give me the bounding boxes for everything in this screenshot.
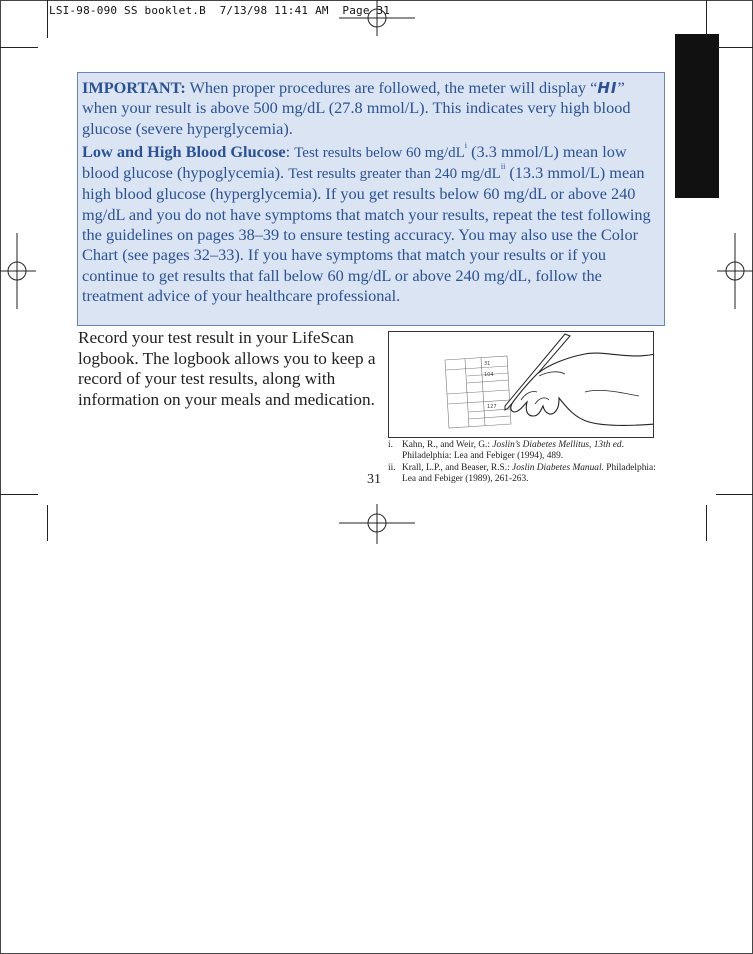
footnote-title: Joslin Diabetes Manual.	[512, 463, 604, 474]
important-paragraph	[82, 78, 660, 139]
registration-mark-icon	[339, 0, 415, 36]
crop-mark	[47, 0, 48, 38]
hand-writing-logbook-icon	[389, 332, 654, 438]
crop-mark	[0, 47, 38, 48]
thumb-tab-marker	[675, 34, 719, 198]
footnotes	[388, 440, 668, 486]
low-high-text: Test results below 60 mg/dL	[294, 144, 465, 161]
low-high-text: (13.3 mmol/L) mean high blood glucose (hyperglycemia). If you get results below 60 mg/dL or above 240 mg/dL and you do not have symptoms that match your results, repeat the test following the guidelines on pages 38–39 to ensure testing accuracy. You may also use the Color Chart (see pages 32–33). If you have symptoms that match your results or if you continue to get results that fall below 60 mg/dL or above 240 mg/dL, follow the treatment advice of your healthcare professional.	[82, 163, 651, 305]
page-number: 31	[367, 472, 381, 487]
footnote-authors: Krall, L.P., and Beaser, R.S.:	[402, 463, 513, 474]
low-high-label: Low and High Blood Glucose	[82, 141, 286, 161]
log-entry-value: 104	[484, 372, 494, 378]
low-high-text: (3.3 mmol/L) mean low blood glucose (hypoglycemia).	[82, 141, 627, 183]
footnote-citation: Philadelphia: Lea and Febiger (1989), 261-263.	[402, 463, 656, 484]
footnote-ref: ii	[500, 162, 506, 172]
crop-mark	[706, 505, 707, 541]
registration-mark-icon	[0, 233, 36, 309]
crop-mark	[0, 494, 38, 495]
footnote-item	[388, 463, 668, 484]
important-text: ” when your result is above 500 mg/dL (27.8 mmol/L). This indicates very high blood glucose (severe hyperglycemia).	[82, 78, 631, 138]
important-text: When proper procedures are followed, the meter will display “	[185, 78, 598, 97]
crop-mark	[706, 0, 707, 38]
log-entry-value: 31	[484, 361, 491, 367]
crop-mark	[47, 505, 48, 541]
log-entry-value: 127	[487, 404, 497, 410]
print-slug: LSI-98-090 SS booklet.B 7/13/98 11:41 AM Page 31	[49, 4, 391, 17]
crop-mark	[716, 47, 753, 48]
logbook-illustration	[388, 331, 654, 438]
footnote-citation: . Philadelphia: Lea and Febiger (1994), 489.	[402, 440, 624, 461]
low-high-colon: :	[285, 141, 295, 161]
footnote-authors: Kahn, R., and Weir, G.:	[402, 440, 493, 450]
footnote-number: i.	[388, 440, 393, 450]
low-high-text: Test results greater than 240 mg/dL	[288, 166, 501, 183]
footnote-title: Joslin’s Diabetes Mellitus, 13th ed	[492, 440, 622, 450]
important-callout	[77, 72, 665, 326]
logbook-paragraph: Record your test result in your LifeScan logbook. The logbook allows you to keep a record of your test results, along with information on your meals and medication.	[78, 328, 376, 409]
registration-mark-icon	[339, 504, 415, 544]
low-high-paragraph	[82, 142, 660, 306]
footnote-item	[388, 440, 668, 461]
footnote-number: ii.	[388, 463, 396, 474]
hi-display-glyph: HI	[597, 79, 618, 97]
important-label: IMPORTANT:	[82, 78, 186, 97]
registration-mark-icon	[717, 233, 753, 309]
footnote-ref: i	[464, 140, 468, 150]
crop-mark	[716, 494, 753, 495]
